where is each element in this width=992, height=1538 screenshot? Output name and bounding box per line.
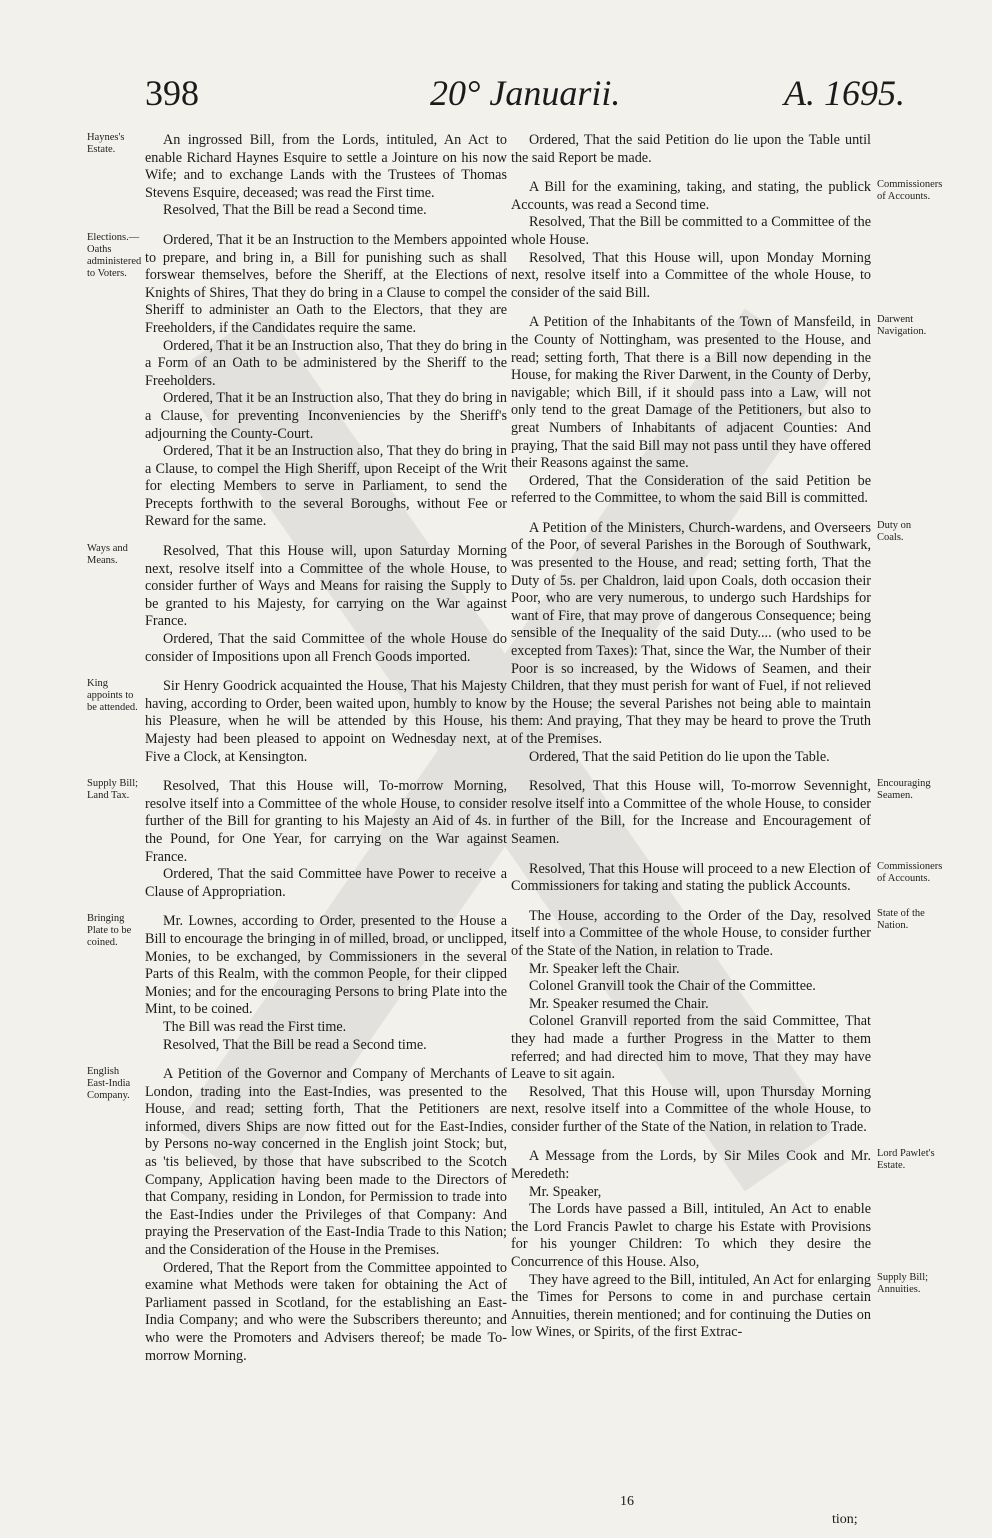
journal-entry — [511, 179, 943, 302]
entry-paragraph: Mr. Speaker left the Chair. — [529, 960, 680, 977]
entry-paragraph: A Petition of the Governor and Company of Merchants of London, trading into the East-Indies, was presented to the House, and read; setting forth, That the Petitioners are informed, divers Ships are now fitted out for the East-Indies, by Persons no-way concerned in the English joint Stock; but, as 'tis believed, by those that have subscribed to the Scotch Company, Application having been made to the Directors of that Company, residing in London, for Permission to trade into the East-Indies under the Privileges of that Company: And praying the Preservation of the East-India Trade to this Nation; and the Consideration of the House in the Premises. — [145, 1066, 507, 1259]
journal-entry — [511, 907, 925, 1137]
journal-entry — [511, 314, 927, 508]
margin-note: Supply Bill; Annuities. — [877, 1272, 929, 1296]
entry-paragraph: Ordered, That it be an Instruction also, That they do bring in a Form of an Oath to be administered by the Sheriff to the Freeholders. — [145, 337, 507, 389]
journal-entry — [511, 1148, 935, 1342]
entry-paragraph: A Message from the Lords, by Sir Miles Cook and Mr. Meredeth: — [511, 1148, 871, 1183]
journal-entry — [87, 543, 507, 666]
journal-entry — [511, 132, 871, 167]
margin-note: Darwent Navigation. — [877, 314, 927, 338]
entry-paragraph: An ingrossed Bill, from the Lords, intituled, An Act to enable Richard Haynes Esquire to settle a Jointure on his now Wife; and to exchange Lands with the Trustees of Thomas Stevens Esquire, deceased; was read the First time. — [145, 132, 507, 201]
entry-paragraph: Resolved, That the Bill be read a Second time. — [163, 202, 427, 219]
page-header — [145, 72, 905, 122]
journal-entry — [87, 678, 507, 766]
entry-paragraph: A Petition of the Inhabitants of the Town of Mansfeild, in the County of Nottingham, was presented to the House, and read; setting forth, That there is a Bill now depending in the House, for making the River Darwent, in the County of Derby, navigable; which Bill, if it should pass into a Law, will not only tend to the great Damage of the Petitioners, but also to great Numbers of Inhabitants of adjacent Counties: And praying, That the said Bill may not pass until they have offered their Reasons against the same. — [511, 314, 871, 472]
entry-paragraph: Ordered, That the said Committee have Power to receive a Clause of Appropriation. — [145, 866, 507, 900]
entry-paragraph: A Bill for the examining, taking, and stating, the publick Accounts, was read a Second time. — [511, 179, 871, 213]
entry-paragraph: The House, according to the Order of the Day, resolved itself into a Committee of the whole House, to consider further of the State of the Nation, in relation to Trade. — [511, 907, 871, 959]
entry-paragraph: The Lords have passed a Bill, intituled, An Act to enable the Lord Francis Pawlet to charge his Estate with Provisions for his younger Children: To which they desire the Concurrence of this House. Also, — [511, 1201, 871, 1271]
entry-paragraph: Resolved, That this House will, upon Thursday Morning next, resolve itself into a Committee of the whole House, to consider further of the State of the Nation, in relation to Trade. — [511, 1083, 871, 1135]
journal-entry — [87, 231, 507, 531]
journal-entry — [87, 913, 507, 1054]
entry-paragraph: Resolved, That this House will, upon Saturday Morning next, resolve itself into a Committee of the whole House, to consider further of Ways and Means for raising the Supply to be granted to his Majesty, for carrying on the War against France. — [145, 543, 507, 630]
margin-note: English East-India Company. — [87, 1066, 131, 1102]
page-number: 398 — [145, 73, 199, 113]
entry-paragraph: Colonel Granvill reported from the said Committee, That they had made a further Progress in the Matter to them referred; and had directed him to move, That they may have Leave to sit again. — [511, 1013, 871, 1083]
entry-paragraph: Mr. Speaker resumed the Chair. — [529, 995, 709, 1012]
signature-mark: 16 — [620, 1494, 634, 1509]
catchword: tion; — [832, 1512, 858, 1527]
entry-paragraph: Ordered, That it be an Instruction to the Members appointed to prepare, and bring in, a Bill for punishing such as shall forswear themselves, before the Sheriff, at the Elections of Knights of Shires, That they do bring in a Clause to compel the Sheriff to administer an Oath to the Electors, that they are Freeholders, if the Candidates require the same. — [145, 231, 507, 336]
journal-entry — [511, 778, 931, 848]
entry-paragraph: Resolved, That this House will, To-morrow Sevennight, resolve itself into a Committee of the whole House, to consider further of the Bill, for the Increase and Encouragement of Seamen. — [511, 778, 871, 847]
page-year: A. 1695. — [784, 73, 905, 113]
entry-paragraph: Colonel Granvill took the Chair of the Committee. — [529, 978, 816, 995]
entry-paragraph: Ordered, That it be an Instruction also, That they do bring in a Clause, to compel the High Sheriff, upon Receipt of the Writ for electing Members to serve in Parliament, to send the Precepts forthwith to the several Boroughs, without Fee or Reward for the same. — [145, 443, 507, 530]
margin-note: Bringing Plate to be coined. — [87, 913, 132, 949]
left-column — [87, 132, 507, 1377]
margin-note: Duty on Coals. — [877, 519, 912, 543]
entry-paragraph: Ordered, That the Report from the Committee appointed to examine what Methods were taken for obtaining the Act of Parliament passed in Scotland, for the establishing an East-India Company; and who were the Subscribers thereunto; and who were the Promoters and Advisers thereof; be made To-morrow Morning. — [145, 1259, 507, 1364]
entry-paragraph: They have agreed to the Bill, intituled, An Act for enlarging the Times for Persons to come in and purchase certain Annuities, therein mentioned; and for continuing the Duties on low Wines, or Spirits, of the first Extrac- — [511, 1271, 871, 1341]
journal-entry — [511, 519, 912, 766]
page-date: 20° Januarii. — [430, 73, 621, 113]
margin-note: Encouraging Seamen. — [877, 778, 931, 802]
entry-paragraph: Resolved, That this House will proceed to a new Election of Commissioners for taking and stating the publick Accounts. — [511, 860, 871, 895]
entry-paragraph: Resolved, That the Bill be read a Second time. — [163, 1036, 427, 1053]
entry-paragraph: Ordered, That it be an Instruction also, That they do bring in a Clause, for preventing Inconveniencies by the Sheriff's adjourning the County-Court. — [145, 390, 507, 442]
entry-paragraph: The Bill was read the First time. — [163, 1018, 347, 1035]
journal-entry — [87, 132, 507, 220]
margin-note: Commissioners of Accounts. — [877, 860, 943, 884]
margin-note: Elections.— Oaths administered to Voters. — [87, 231, 142, 279]
entry-paragraph: A Petition of the Ministers, Church-wardens, and Overseers of the Poor, of several Parishes in the Borough of Southwark, was presented to the House, and read; setting forth, That the Duty of 5s. per Chaldron, laid upon Coals, doth occasion their Poor, who are very numerous, to undergo such Hardships for want of Fire, that may prove of dangerous Consequence; being sensible of the Inequality of the said Duty.... (who used to be excepted from Taxes): That, since the War, the Number of their Poor is so increased, by the Widows of Seamen, and their Children, that they must perish for want of Fuel, if not relieved by the House; the several Parishes not being able to maintain them: And praying, That they may be heard to prove the Truth of the Premises. — [511, 519, 871, 747]
entry-paragraph: Resolved, That the Bill be committed to a Committee of the whole House. — [511, 214, 871, 248]
entry-paragraph: Resolved, That this House will, upon Monday Morning next, resolve itself into a Committee of the whole House, to consider of the said Bill. — [511, 249, 871, 301]
margin-note: State of the Nation. — [877, 907, 925, 931]
entry-paragraph: Sir Henry Goodrick acquainted the House, That his Majesty having, according to Order, been waited upon, humbly to know his Pleasure, when he will be attended by this House, his Majesty had been pleased to appoint on Wednesday next, at Five a Clock, at Kensington. — [145, 678, 507, 765]
margin-note: Supply Bill; Land Tax. — [87, 778, 139, 802]
margin-note: King appoints to be attended. — [87, 678, 138, 714]
margin-note: Commissioners of Accounts. — [877, 179, 943, 203]
margin-note: Lord Pawlet's Estate. — [877, 1148, 935, 1172]
entry-paragraph: Ordered, That the said Petition do lie upon the Table until the said Report be made. — [511, 132, 871, 166]
entry-paragraph: Mr. Speaker, — [529, 1183, 602, 1200]
entry-paragraph: Ordered, That the said Petition do lie upon the Table. — [529, 748, 830, 765]
entry-paragraph: Resolved, That this House will, To-morrow Morning, resolve itself into a Committee of the whole House, to consider further of the Bill for granting to his Majesty an Aid of 4s. in the Pound, for One Year, for carrying on the War against France. — [145, 778, 507, 865]
entry-paragraph: Mr. Lownes, according to Order, presented to the House a Bill to encourage the bringing in of milled, broad, or unclipped, Monies, to be exchanged, by Commissioners in the several Parts of this Realm, with the common People, for their clipped Monies; and for the encouraging Persons to bring Plate into the Mint, to be coined. — [145, 913, 507, 1018]
entry-paragraph: Ordered, That the Consideration of the said Petition be referred to the Committee, to whom the said Bill is committed. — [511, 472, 871, 507]
entry-paragraph: Ordered, That the said Committee of the whole House do consider of Impositions upon all French Goods imported. — [145, 631, 507, 665]
margin-note: Haynes's Estate. — [87, 132, 125, 155]
journal-entry — [87, 1066, 507, 1365]
margin-note: Ways and Means. — [87, 543, 128, 567]
journal-entry — [511, 860, 943, 896]
right-column — [511, 132, 943, 1354]
journal-entry — [87, 778, 507, 901]
